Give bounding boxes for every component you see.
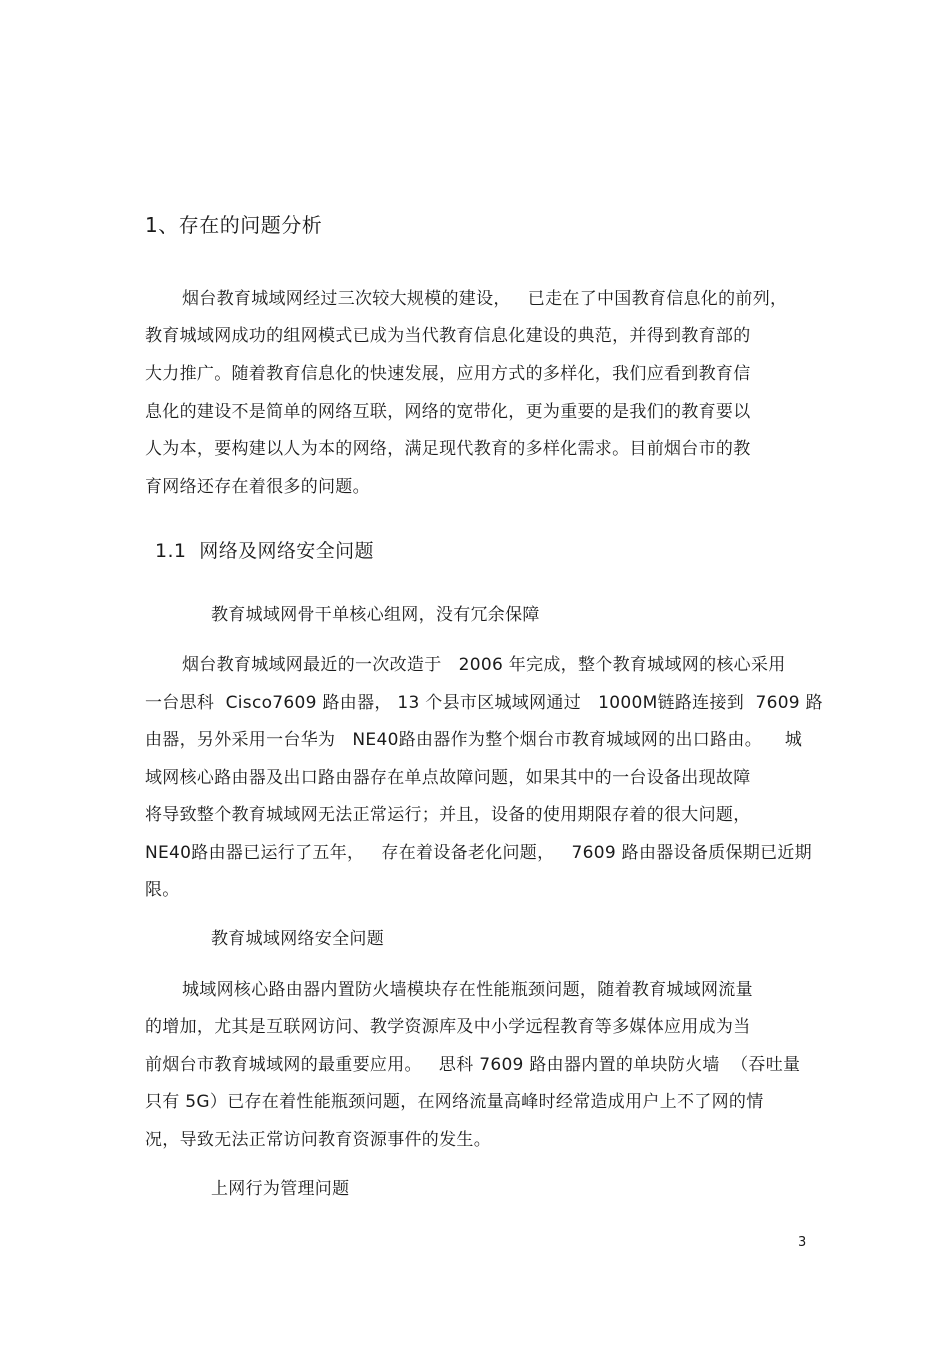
paragraph-line: 前烟台市教育城域网的最重要应用。 思科 7609 路由器内置的单块防火墙 （吞吐量 [145,1055,801,1075]
paragraph-line: 只有 5G）已存在着性能瓶颈问题，在网络流量高峰时经常造成用户上不了网的情 [145,1092,764,1112]
paragraph-line: 烟台教育城域网最近的一次改造于 2006 年完成，整个教育城域网的核心采用 [182,655,786,675]
paragraph-line: 的增加，尤其是互联网访问、教学资源库及中小学远程教育等多媒体应用成为当 [145,1017,751,1037]
paragraph-line: 将导致整个教育城域网无法正常运行；并且，设备的使用期限存着的很大问题， [145,805,751,825]
section-heading-1: 1、存在的问题分析 [145,213,323,237]
subheading-online-behavior: 上网行为管理问题 [211,1179,350,1199]
paragraph-line: 大力推广。随着教育信息化的快速发展，应用方式的多样化，我们应看到教育信 [145,364,751,384]
paragraph-line: NE40路由器已运行了五年， 存在着设备老化问题， 7609 路由器设备质保期已近期 [145,843,812,863]
paragraph-line: 一台思科 Cisco7609 路由器， 13 个县市区城域网通过 1000M链路连接到 7609 路 [145,693,823,713]
paragraph-line: 人为本，要构建以人为本的网络，满足现代教育的多样化需求。目前烟台市的教 [145,439,751,459]
paragraph-line: 城域网核心路由器内置防火墙模块存在性能瓶颈问题，随着教育城域网流量 [182,980,753,1000]
paragraph-line: 育网络还存在着很多的问题。 [145,477,370,497]
section-heading-1-1: 1.1 网络及网络安全问题 [155,540,374,562]
page-number: 3 [798,1235,807,1250]
subheading-network-security: 教育城域网络安全问题 [211,929,384,949]
paragraph-line: 由器，另外采用一台华为 NE40路由器作为整个烟台市教育城域网的出口路由。 城 [145,730,803,750]
paragraph-line: 限。 [145,880,180,900]
paragraph-line: 况，导致无法正常访问教育资源事件的发生。 [145,1130,491,1150]
paragraph-line: 烟台教育城域网经过三次较大规模的建设， 已走在了中国教育信息化的前列， [182,289,788,309]
paragraph-line: 息化的建设不是简单的网络互联，网络的宽带化，更为重要的是我们的教育要以 [145,402,751,422]
subheading-core-network: 教育城域网骨干单核心组网，没有冗余保障 [211,605,540,625]
paragraph-line: 域网核心路由器及出口路由器存在单点故障问题，如果其中的一台设备出现故障 [145,768,751,788]
paragraph-line: 教育城域网成功的组网模式已成为当代教育信息化建设的典范，并得到教育部的 [145,326,751,346]
